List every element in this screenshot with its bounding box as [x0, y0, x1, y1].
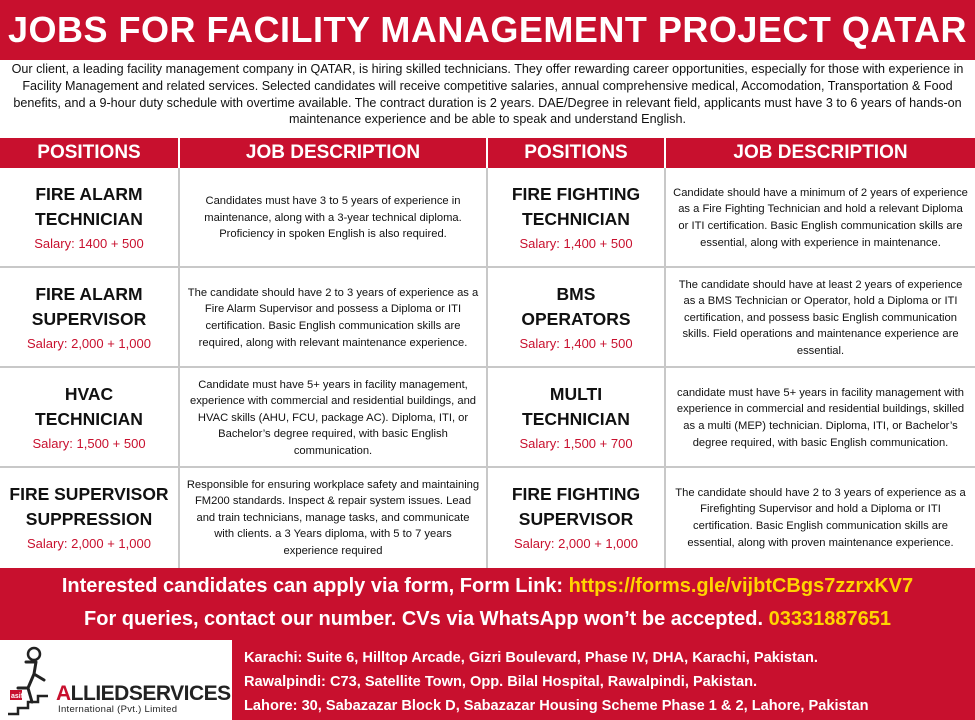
- job-description: candidate must have 5+ years in facility management with experience in commercial and residential buildings, skilled as a multi (MEP) technician. Diploma, ITI, or Bachelor’s degree required, with basic English communication.: [676, 386, 965, 449]
- jobs-table: [0, 168, 975, 568]
- position-title-line: MULTI: [549, 384, 603, 404]
- address-panel: [232, 640, 975, 720]
- logo-mark-text: asif: [11, 693, 24, 700]
- company-subtitle: International (Pvt.) Limited: [58, 704, 178, 715]
- position-cell: [0, 468, 178, 568]
- position-cell: [0, 168, 178, 268]
- position-title-line: FIRE FIGHTING: [511, 484, 641, 504]
- position-cell: [488, 268, 664, 368]
- position-cell: [488, 368, 664, 468]
- header-positions-right: POSITIONS: [524, 142, 628, 163]
- contact-text: For queries, contact our number. CVs via WhatsApp won’t be accepted.: [84, 608, 769, 630]
- position-cell: [0, 268, 178, 368]
- job-description: The candidate should have at least 2 years of experience as a BMS Technician or Operator, hold a Diploma or ITI certification, and possess basic English communication skills. Field operations and maintenance experience are essential.: [678, 278, 963, 357]
- job-description: Candidates must have 3 to 5 years of experience in maintenance, along with a 3-year technical diploma. Proficiency in spoken English is also required.: [204, 195, 462, 241]
- position-title-line: SUPPRESSION: [25, 509, 153, 529]
- position-title-line: TECHNICIAN: [35, 409, 143, 429]
- company-name-rest: LLIEDSERVICES: [70, 682, 231, 705]
- job-description: Candidate must have 5+ years in facility management, experience with commercial and residential buildings, and HVAC skills (AHU, FCU, package AC). Diploma, ITI, or Bachelor’s degree required, with basic English communication.: [189, 378, 477, 457]
- position-title-line: FIRE FIGHTING: [511, 184, 641, 204]
- table-header: [0, 138, 975, 168]
- job-description: The candidate should have 2 to 3 years of experience as a Fire Alarm Supervisor and possess a Diploma or ITI certification. Basic English communication skills are required, along with relevant maintenance experience.: [187, 286, 479, 349]
- description-cell: [180, 268, 486, 368]
- position-cell: [0, 368, 178, 468]
- table-row: [0, 168, 975, 268]
- position-title-line: TECHNICIAN: [35, 209, 143, 229]
- job-description: The candidate should have 2 to 3 years of experience as a Firefighting Supervisor and hold a Diploma or ITI certification. Basic English communication skills are essential, along with proven maintenance experience.: [675, 486, 966, 549]
- position-title-line: FIRE SUPERVISOR: [9, 484, 169, 504]
- position-title-line: TECHNICIAN: [522, 409, 630, 429]
- description-cell: [666, 268, 975, 368]
- company-name-initial: A: [56, 682, 71, 705]
- form-link[interactable]: https://forms.gle/vijbtCBgs7zzrxKV7: [568, 575, 914, 597]
- salary-text: Salary: 1,500 + 700: [519, 436, 633, 451]
- header-description-right: JOB DESCRIPTION: [733, 142, 908, 163]
- position-cell: [488, 468, 664, 568]
- table-row: [0, 268, 975, 368]
- position-cell: [488, 168, 664, 268]
- salary-text: Salary: 1,400 + 500: [519, 236, 633, 251]
- salary-text: Salary: 2,000 + 1,000: [27, 336, 151, 351]
- page-title: JOBS FOR FACILITY MANAGEMENT PROJECT QATAR: [0, 0, 975, 60]
- apply-form-text: Interested candidates can apply via form, Form Link:: [61, 575, 569, 597]
- intro-paragraph: Our client, a leading facility management company in QATAR, is hiring skilled technicians. They offer rewarding career opportunities, especially for those with experience in Facility Management and related services. Selected candidates will receive competitive salaries, annual comprehensive medical, Accomodation, Transportation & Food benefits, and a 9-hour duty schedule with overtime available. The contract duration is 2 years. DAE/Degree in relevant field, applicants must have 3 to 6 years of hands-on maintenance experience and be able to speak and understand English.: [11, 62, 964, 127]
- description-cell: [180, 468, 486, 568]
- position-title-line: SUPERVISOR: [31, 309, 147, 329]
- position-title-line: SUPERVISOR: [518, 509, 634, 529]
- address-karachi: Karachi: Suite 6, Hilltop Arcade, Gizri Boulevard, Phase IV, DHA, Karachi, Pakistan.: [244, 650, 818, 666]
- phone-number[interactable]: 03331887651: [768, 608, 891, 630]
- salary-text: Salary: 1,400 + 500: [519, 336, 633, 351]
- salary-text: Salary: 2,000 + 1,000: [27, 536, 151, 551]
- description-cell: [666, 168, 975, 268]
- salary-text: Salary: 2,000 + 1,000: [514, 536, 638, 551]
- description-cell: [666, 368, 975, 468]
- address-lahore: Lahore: 30, Sabazazar Block D, Sabazazar Housing Scheme Phase 1 & 2, Lahore, Pakistan: [244, 698, 869, 714]
- position-title-line: TECHNICIAN: [522, 209, 630, 229]
- position-title-line: BMS: [556, 284, 596, 304]
- table-row: [0, 468, 975, 568]
- description-cell: [180, 368, 486, 468]
- header-description-left: JOB DESCRIPTION: [245, 142, 421, 163]
- apply-banner: [0, 568, 975, 640]
- job-description: Responsible for ensuring workplace safety and maintaining FM200 standards. Inspect & repair system issues. Lead and train technicians, manage tasks, and communicate with clients. a 3 Years diploma, with 5 to 7 years experience required: [186, 478, 480, 557]
- position-title-line: FIRE ALARM: [35, 184, 143, 204]
- position-title-line: HVAC: [64, 384, 114, 404]
- description-cell: [666, 468, 975, 568]
- header-positions-left: POSITIONS: [37, 142, 141, 163]
- table-row: [0, 368, 975, 468]
- job-description: Candidate should have a minimum of 2 years of experience as a Fire Fighting Technician and hold a relevant Diploma or ITI certification. Basic English communication skills are essential, along with experience in maintenance.: [673, 186, 968, 249]
- position-title-line: FIRE ALARM: [35, 284, 143, 304]
- salary-text: Salary: 1400 + 500: [34, 236, 144, 251]
- contact-line: [0, 608, 975, 631]
- address-rawalpindi: Rawalpindi: C73, Satellite Town, Opp. Bilal Hospital, Rawalpindi, Pakistan.: [244, 674, 758, 690]
- position-title-line: OPERATORS: [521, 309, 631, 329]
- salary-text: Salary: 1,500 + 500: [32, 436, 146, 451]
- company-name: [56, 682, 231, 706]
- apply-form-line: [0, 575, 975, 598]
- description-cell: [180, 168, 486, 268]
